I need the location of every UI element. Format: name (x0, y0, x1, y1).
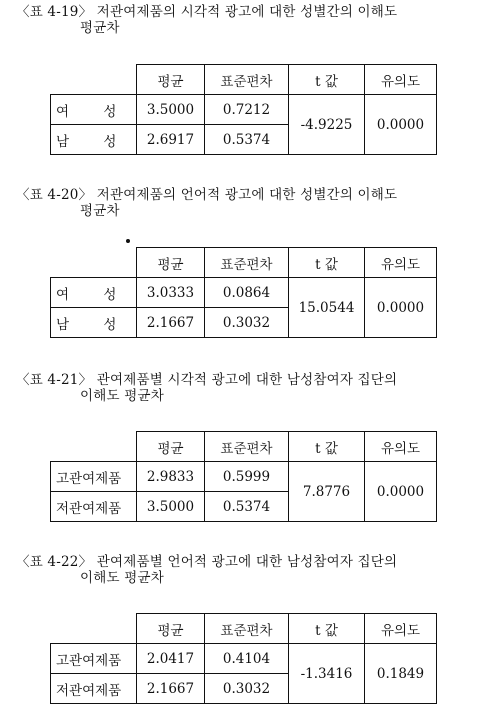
row-label: 고관여제품 (51, 644, 137, 674)
table-caption (16, 372, 484, 404)
caption-line-1: 〈표 4-20〉 저관여제품의 언어적 광고에 대한 성별간의 이해도 (16, 187, 398, 203)
sd-value: 0.5374 (205, 125, 289, 155)
sd-value: 0.3032 (205, 308, 289, 338)
row-label: 저관여제품 (51, 492, 137, 522)
header-sig: 유의도 (365, 614, 437, 644)
sig-value: 0.1849 (365, 644, 437, 704)
sig-value: 0.0000 (365, 95, 437, 155)
header-corner (51, 248, 137, 278)
row-label: 저관여제품 (51, 674, 137, 704)
caption-line-2: 이해도 평균차 (80, 388, 164, 404)
header-t: t 값 (289, 614, 365, 644)
stat-table-4-19 (50, 64, 437, 155)
stat-table-4-22 (50, 613, 437, 704)
stat-table-4-21 (50, 431, 437, 522)
header-sig: 유의도 (365, 65, 437, 95)
t-value: 7.8776 (289, 462, 365, 522)
header-mean: 평균 (137, 432, 205, 462)
t-value: -1.3416 (289, 644, 365, 704)
header-mean: 평균 (137, 65, 205, 95)
table-row (51, 462, 437, 492)
header-corner (51, 65, 137, 95)
table-caption (16, 554, 484, 586)
mean-value: 3.5000 (137, 492, 205, 522)
header-sig: 유의도 (365, 248, 437, 278)
sig-value: 0.0000 (365, 462, 437, 522)
header-corner (51, 432, 137, 462)
mean-value: 3.5000 (137, 95, 205, 125)
table-row (51, 278, 437, 308)
header-sd: 표준편차 (205, 614, 289, 644)
header-sd: 표준편차 (205, 248, 289, 278)
row-label: 남 성 (51, 308, 137, 338)
mean-value: 2.1667 (137, 674, 205, 704)
table-row (51, 95, 437, 125)
t-value: 15.0544 (289, 278, 365, 338)
mean-value: 2.6917 (137, 125, 205, 155)
caption-line-1: 〈표 4-19〉 저관여제품의 시각적 광고에 대한 성별간의 이해도 (16, 4, 398, 20)
header-sd: 표준편차 (205, 65, 289, 95)
sd-value: 0.4104 (205, 644, 289, 674)
caption-line-2: 평균차 (80, 20, 120, 36)
caption-line-1: 〈표 4-22〉 관여제품별 언어적 광고에 대한 남성참여자 집단의 (16, 554, 398, 570)
header-t: t 값 (289, 65, 365, 95)
sig-value: 0.0000 (365, 278, 437, 338)
sd-value: 0.7212 (205, 95, 289, 125)
sd-value: 0.3032 (205, 674, 289, 704)
table-caption (16, 4, 484, 36)
header-sig: 유의도 (365, 432, 437, 462)
sd-value: 0.0864 (205, 278, 289, 308)
header-mean: 평균 (137, 614, 205, 644)
header-sd: 표준편차 (205, 432, 289, 462)
header-t: t 값 (289, 248, 365, 278)
t-value: -4.9225 (289, 95, 365, 155)
sd-value: 0.5999 (205, 462, 289, 492)
caption-line-1: 〈표 4-21〉 관여제품별 시각적 광고에 대한 남성참여자 집단의 (16, 372, 398, 388)
caption-line-2: 평균차 (80, 203, 120, 219)
header-mean: 평균 (137, 248, 205, 278)
scan-dot (126, 239, 130, 243)
row-label: 남 성 (51, 125, 137, 155)
mean-value: 3.0333 (137, 278, 205, 308)
row-label: 여 성 (51, 278, 137, 308)
row-label: 고관여제품 (51, 462, 137, 492)
mean-value: 2.1667 (137, 308, 205, 338)
header-t: t 값 (289, 432, 365, 462)
header-corner (51, 614, 137, 644)
mean-value: 2.0417 (137, 644, 205, 674)
sd-value: 0.5374 (205, 492, 289, 522)
table-caption (16, 187, 484, 219)
mean-value: 2.9833 (137, 462, 205, 492)
row-label: 여 성 (51, 95, 137, 125)
table-row (51, 644, 437, 674)
caption-line-2: 이해도 평균차 (80, 570, 164, 586)
stat-table-4-20 (50, 247, 437, 338)
